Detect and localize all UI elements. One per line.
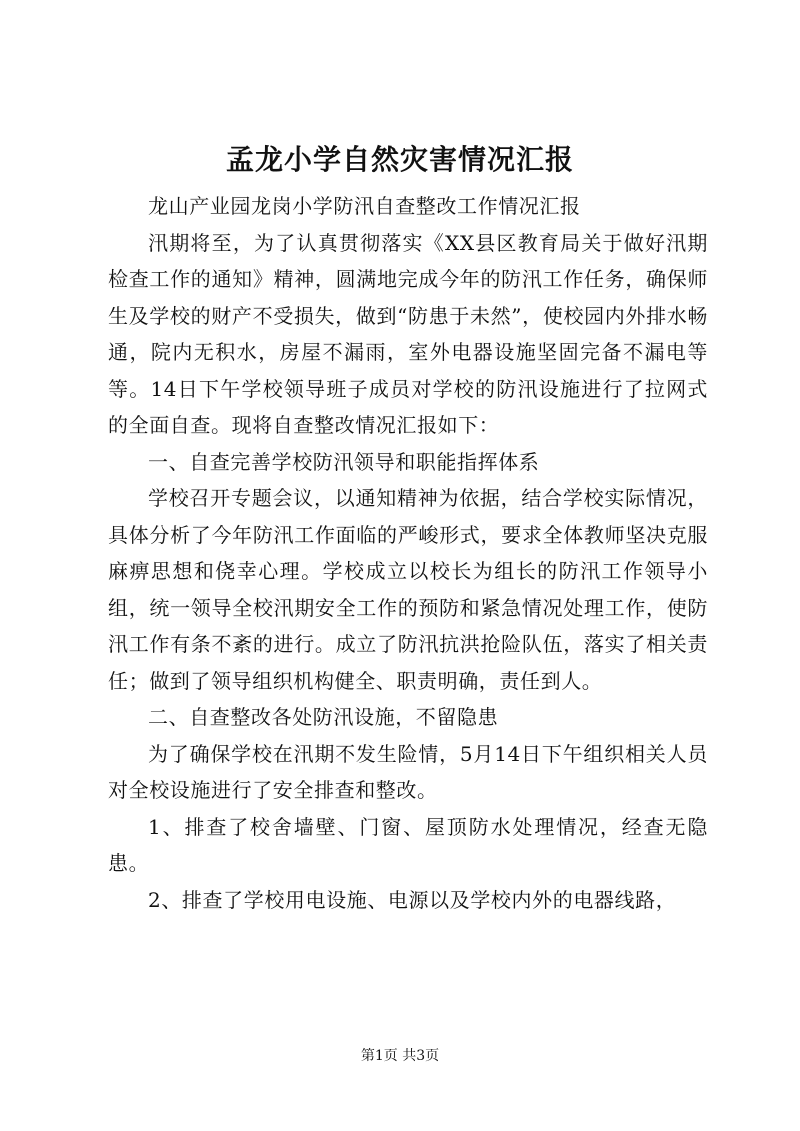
section-heading-2: 二、自查整改各处防汛设施，不留隐患 [148,705,499,729]
page-indicator: 第1页 共3页 [360,1048,440,1064]
list-item-1: 1、排查了校舍墙壁、门窗、屋顶防水处理情况，经查无隐患。 [108,814,708,875]
subtitle-paragraph: 龙山产业园龙岗小学防汛自查整改工作情况汇报 [148,194,581,218]
intro-paragraph: 汛期将至，为了认真贯彻落实《XX县区教育局关于做好汛期检查工作的通知》精神，圆满地完成今年的防汛工作任务，确保师生及学校的财产不受损失，做到“防患于未然”，使校园内外排水畅通，院内无积水，房屋不漏雨，室外电器设施坚固完备不漏电等等。14日下午学校领导班子成员对学校的防汛设施进行了拉网式的全面自查。现将自查整改情况汇报如下： [108,230,708,437]
section-2-paragraph: 为了确保学校在汛期不发生险情，5月14日下午组织相关人员对全校设施进行了安全排查和整改。 [108,741,708,802]
document-body [108,188,708,918]
list-item-2: 2、排查了学校用电设施、电源以及学校内外的电器线路， [148,887,677,912]
section-heading-1: 一、自查完善学校防汛领导和职能指挥体系 [148,449,540,474]
document-title: 孟龙小学自然灾害情况汇报 [225,143,574,176]
section-1-paragraph: 学校召开专题会议，以通知精神为依据，结合学校实际情况，具体分析了今年防汛工作面临的严峻形式，要求全体教师坚决克服麻痹思想和侥幸心理。学校成立以校长为组长的防汛工作领导小组，统一领导全校汛期安全工作的预防和紧急情况处理工作，使防汛工作有条不紊的进行。成立了防汛抗洪抢险队伍，落实了相关责任；做到了领导组织机构健全、职责明确，责任到人。 [108,486,708,693]
